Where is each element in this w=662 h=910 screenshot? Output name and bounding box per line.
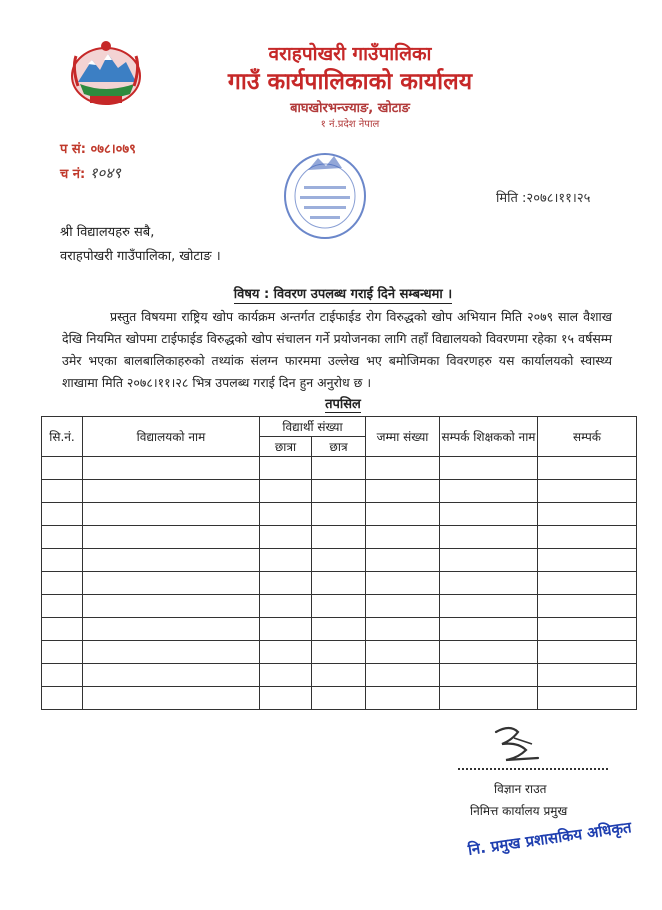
table-cell	[312, 503, 366, 526]
addressee-line-2: वराहपोखरी गाउँपालिका, खोटाङ ।	[60, 249, 221, 264]
table-cell	[42, 572, 83, 595]
table-cell	[260, 687, 312, 710]
table-cell	[42, 457, 83, 480]
table-cell	[366, 595, 440, 618]
table-row	[42, 503, 637, 526]
table-cell	[312, 572, 366, 595]
table-cell	[538, 572, 637, 595]
signatory-title: निमित्त कार्यालय प्रमुख	[470, 804, 568, 818]
table-cell	[366, 572, 440, 595]
table-cell	[538, 641, 637, 664]
addressee-line-1: श्री विद्यालयहरु सबै,	[60, 225, 155, 240]
table-cell	[42, 549, 83, 572]
cn-reference	[60, 163, 121, 183]
official-designation-stamp: नि. प्रमुख प्रशासकिय अधिकृत	[466, 818, 633, 859]
ps-value: ०७८।०७९	[90, 142, 136, 157]
tapasil-heading	[60, 394, 626, 412]
main-title: गाउँ कार्यपालिकाको कार्यालय	[227, 69, 473, 95]
table-cell	[312, 664, 366, 687]
table-cell	[260, 664, 312, 687]
subject-line	[60, 284, 626, 302]
table-cell	[440, 595, 538, 618]
table-cell	[42, 503, 83, 526]
table-row	[42, 457, 637, 480]
table-row	[42, 664, 637, 687]
signatory-name: विज्ञान राउत	[494, 782, 547, 796]
table-cell	[83, 641, 260, 664]
table-cell	[42, 480, 83, 503]
table-cell	[42, 618, 83, 641]
table-row	[42, 480, 637, 503]
header-school-name: विद्यालयको नाम	[83, 417, 260, 457]
table-cell	[83, 664, 260, 687]
table-cell	[366, 687, 440, 710]
table-cell	[440, 503, 538, 526]
table-cell	[366, 457, 440, 480]
tapasil-text: तपसिल	[325, 397, 361, 412]
table-cell	[260, 503, 312, 526]
ps-reference	[60, 139, 136, 157]
table-cell	[312, 595, 366, 618]
table-cell	[260, 549, 312, 572]
table-cell	[83, 526, 260, 549]
table-cell	[260, 480, 312, 503]
table-body	[42, 457, 637, 710]
table-cell	[83, 480, 260, 503]
table-cell	[538, 526, 637, 549]
table-cell	[366, 503, 440, 526]
table-cell	[538, 457, 637, 480]
table-row	[42, 595, 637, 618]
table-cell	[83, 549, 260, 572]
table-row	[42, 526, 637, 549]
table-cell	[440, 480, 538, 503]
nepal-emblem-logo	[68, 38, 144, 106]
office-seal-stamp	[280, 146, 370, 242]
student-details-table	[41, 416, 637, 710]
table-cell	[260, 457, 312, 480]
table-cell	[538, 618, 637, 641]
table-cell	[440, 687, 538, 710]
ps-label: प सं:	[60, 142, 86, 157]
table-cell	[260, 595, 312, 618]
table-cell	[440, 549, 538, 572]
table-cell	[42, 526, 83, 549]
cn-value: १०४९	[89, 164, 121, 182]
office-address: बाघखोरभन्ज्याङ, खोटाङ	[290, 101, 410, 116]
table-cell	[366, 549, 440, 572]
table-cell	[538, 503, 637, 526]
table-row	[42, 549, 637, 572]
table-cell	[440, 641, 538, 664]
table-cell	[312, 480, 366, 503]
table-row	[42, 572, 637, 595]
table-cell	[312, 618, 366, 641]
letter-date: मिति :२०७८।११।२५	[496, 191, 591, 206]
signature-line	[458, 768, 608, 770]
table-cell	[366, 480, 440, 503]
office-name: वराहपोखरी गाउँपालिका	[268, 43, 432, 65]
table-cell	[312, 457, 366, 480]
header-girls: छात्रा	[260, 437, 312, 457]
table-cell	[83, 572, 260, 595]
header-contact: सम्पर्क	[538, 417, 637, 457]
table-cell	[42, 687, 83, 710]
table-cell	[42, 641, 83, 664]
header-contact-teacher: सम्पर्क शिक्षकको नाम	[440, 417, 538, 457]
table-cell	[83, 595, 260, 618]
table-cell	[42, 595, 83, 618]
table-cell	[440, 572, 538, 595]
header-student-count: विद्यार्थी संख्या	[260, 417, 366, 437]
table-cell	[366, 526, 440, 549]
table-cell	[83, 687, 260, 710]
table-cell	[366, 618, 440, 641]
header-boys: छात्र	[312, 437, 366, 457]
table-cell	[440, 526, 538, 549]
table-row	[42, 687, 637, 710]
table-cell	[312, 641, 366, 664]
table-cell	[440, 664, 538, 687]
table-row	[42, 641, 637, 664]
table-cell	[366, 641, 440, 664]
table-cell	[260, 618, 312, 641]
table-cell	[260, 526, 312, 549]
table-cell	[538, 549, 637, 572]
table-cell	[83, 618, 260, 641]
table-cell	[538, 595, 637, 618]
table-cell	[538, 480, 637, 503]
table-cell	[42, 664, 83, 687]
province-label: १ नं.प्रदेश नेपाल	[320, 119, 380, 130]
letter-body: प्रस्तुत विषयमा राष्ट्रिय खोप कार्यक्रम अन्तर्गत टाईफाईड रोग विरुद्धको खोप अभियान मिति २०७९ साल वैशाख देखि नियमित खोपमा टाईफाईड विरुद्धको खोप संचालन गर्ने प्रयोजनका लागि तहाँ विद्यालयको विवरणमा रहेका १५ वर्षसम्म उमेर भएका बालबालिकाहरुको तथ्यांक संलग्न फारममा उल्लेख भए बमोजिमका विवरणहरु यस कार्यालयको स्वास्थ्य शाखामा मिति २०७८।११।२८ भित्र उपलब्ध गराई दिन हुन अनुरोध छ ।	[62, 309, 612, 390]
table-cell	[83, 457, 260, 480]
header-sn: सि.नं.	[42, 417, 83, 457]
table-cell	[312, 549, 366, 572]
table-cell	[312, 687, 366, 710]
table-cell	[260, 641, 312, 664]
table-cell	[440, 457, 538, 480]
subject-text: विषय : विवरण उपलब्ध गराई दिने सम्बन्धमा ।	[233, 287, 453, 302]
header-total: जम्मा संख्या	[366, 417, 440, 457]
table-cell	[538, 664, 637, 687]
table-cell	[538, 687, 637, 710]
table-row	[42, 618, 637, 641]
table-cell	[366, 664, 440, 687]
table-cell	[440, 618, 538, 641]
table-cell	[312, 526, 366, 549]
cn-label: च नं:	[60, 167, 86, 182]
handwritten-signature	[488, 722, 548, 768]
table-cell	[260, 572, 312, 595]
table-cell	[83, 503, 260, 526]
